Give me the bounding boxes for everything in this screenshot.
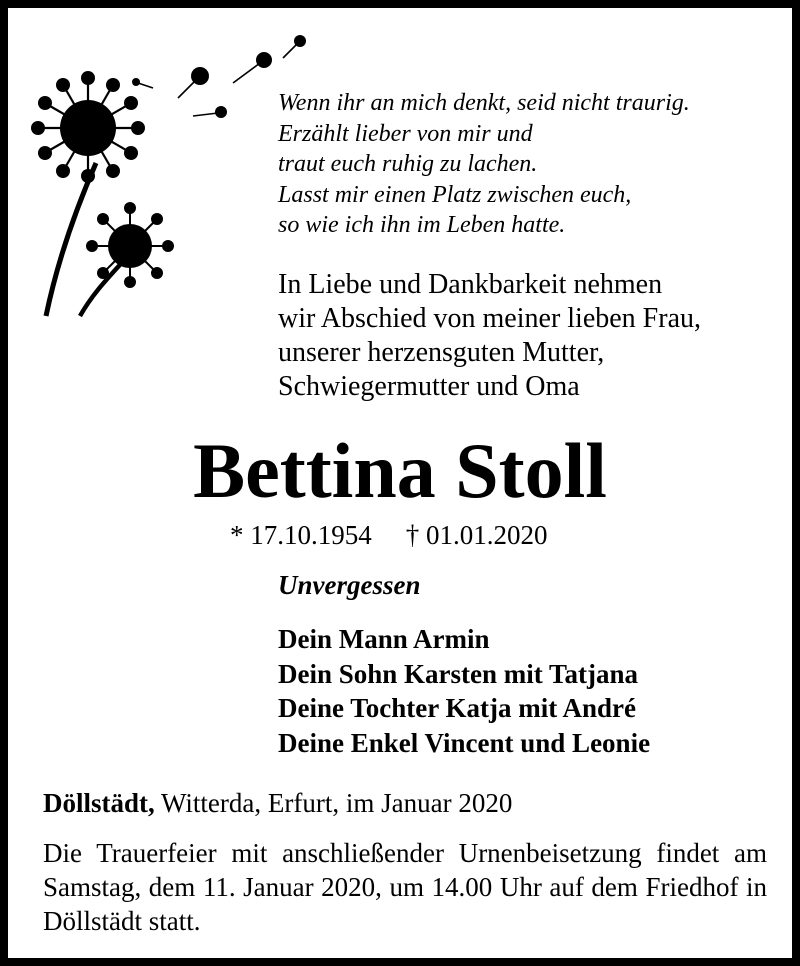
deceased-name: Bettina Stoll <box>193 427 607 514</box>
funeral-notice: Die Trauerfeier mit anschließender Urnenbeisetzung findet am Samstag, dem 11. Januar 2020, um 14.00 Uhr auf dem Friedhof in Döllstädt statt. <box>43 838 767 936</box>
family-member: Dein Mann Armin <box>278 624 490 654</box>
place-date-line <box>43 786 512 820</box>
family-member: Deine Tochter Katja mit André <box>278 693 636 723</box>
intro-line: In Liebe und Dankbarkeit nehmen <box>278 269 663 300</box>
family-list <box>278 622 650 760</box>
intro-text <box>278 268 701 404</box>
poem-line: Lasst mir einen Platz zwischen euch, <box>278 181 632 208</box>
family-member: Deine Enkel Vincent und Leonie <box>278 727 651 758</box>
intro-line: unserer herzensguten Mutter, <box>278 337 605 368</box>
place-town: Döllstädt, <box>43 788 155 818</box>
birth-date: * 17.10.1954 <box>230 520 372 550</box>
life-dates <box>230 518 548 552</box>
poem-line: Wenn ihr an mich denkt, seid nicht traurig. <box>278 90 690 116</box>
poem-line: so wie ich ihn im Leben hatte. <box>278 212 566 238</box>
intro-line: wir Abschied von meiner lieben Frau, <box>278 303 702 334</box>
family-member: Dein Sohn Karsten mit Tatjana <box>278 658 639 689</box>
place-rest: Witterda, Erfurt, im Januar 2020 <box>154 788 513 818</box>
poem-line: Erzählt lieber von mir und <box>278 120 533 147</box>
unvergessen-heading: Unvergessen <box>278 570 421 600</box>
death-date: † 01.01.2020 <box>405 520 548 550</box>
intro-line: Schwiegermutter und Oma <box>278 371 580 402</box>
poem <box>278 88 690 241</box>
poem-line: traut euch ruhig zu lachen. <box>278 151 538 177</box>
